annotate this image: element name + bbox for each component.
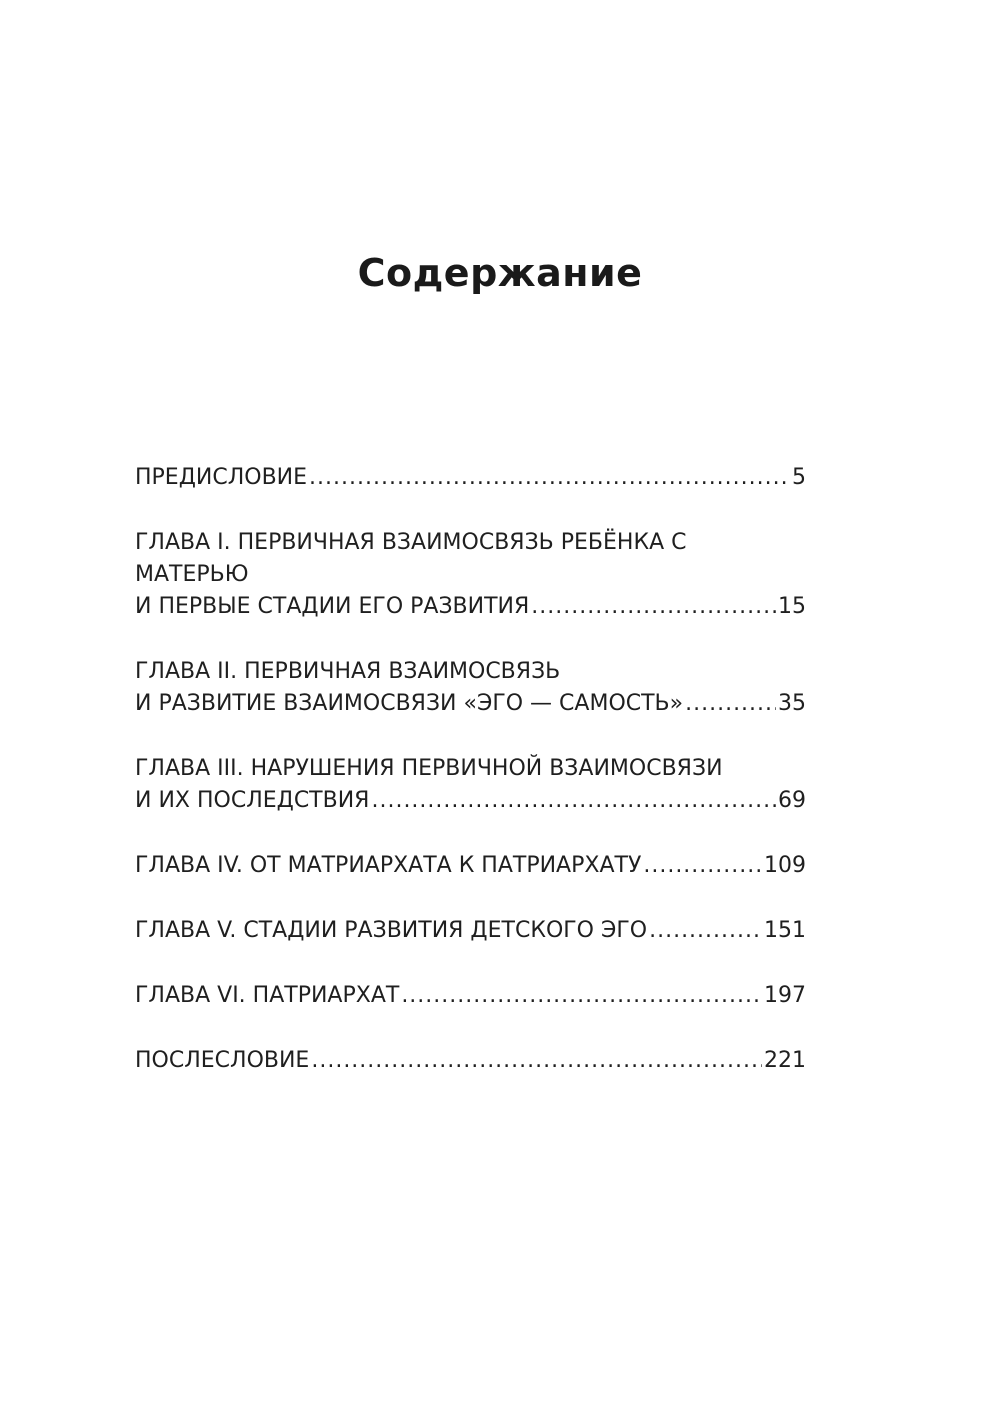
- toc-line: [135, 785, 806, 817]
- toc-entry-chapter-4[interactable]: [135, 850, 806, 882]
- dot-leader: [401, 980, 762, 1012]
- toc-line: [135, 688, 806, 720]
- toc-page-number: 221: [764, 1048, 806, 1073]
- dot-leader: [311, 1045, 762, 1077]
- dot-leader: [643, 850, 762, 882]
- table-of-contents: [135, 462, 806, 1110]
- toc-entry-chapter-3[interactable]: [135, 753, 806, 817]
- toc-entry-title: ГЛАВА VI. ПАТРИАРХАТ: [135, 983, 400, 1008]
- toc-entry-title-line: ГЛАВА III. НАРУШЕНИЯ ПЕРВИЧНОЙ ВЗАИМОСВЯЗИ: [135, 756, 723, 781]
- dot-leader: [649, 915, 762, 947]
- toc-entry-title: ГЛАВА IV. ОТ МАТРИАРХАТА К ПАТРИАРХАТУ: [135, 853, 642, 878]
- dot-leader: [531, 591, 776, 623]
- toc-line: [135, 915, 806, 947]
- dot-leader: [685, 688, 776, 720]
- toc-entry-chapter-5[interactable]: [135, 915, 806, 947]
- toc-entry-title-line: И ПЕРВЫЕ СТАДИИ ЕГО РАЗВИТИЯ: [135, 594, 530, 619]
- toc-page-number: 197: [764, 983, 806, 1008]
- toc-entry-title-line: ГЛАВА I. ПЕРВИЧНАЯ ВЗАИМОСВЯЗЬ РЕБЁНКА С МАТЕРЬЮ: [135, 530, 687, 587]
- toc-page-number: 151: [764, 918, 806, 943]
- toc-page-number: 15: [778, 594, 806, 619]
- toc-entry-title-line: И РАЗВИТИЕ ВЗАИМОСВЯЗИ «ЭГО — САМОСТЬ»: [135, 691, 684, 716]
- toc-entry-chapter-1[interactable]: [135, 527, 806, 623]
- toc-entry-title-line: ГЛАВА II. ПЕРВИЧНАЯ ВЗАИМОСВЯЗЬ: [135, 659, 561, 684]
- page-title: Содержание: [357, 251, 643, 296]
- toc-page-number: 69: [778, 788, 806, 813]
- toc-entry-chapter-6[interactable]: [135, 980, 806, 1012]
- toc-line: [135, 462, 806, 494]
- toc-line: [135, 591, 806, 623]
- toc-page-number: 109: [764, 853, 806, 878]
- toc-line: [135, 1045, 806, 1077]
- toc-entry-title: ГЛАВА V. СТАДИИ РАЗВИТИЯ ДЕТСКОГО ЭГО: [135, 918, 648, 943]
- toc-page-number: 5: [792, 465, 806, 490]
- toc-entry-chapter-2[interactable]: [135, 656, 806, 720]
- toc-line: [135, 980, 806, 1012]
- dot-leader: [309, 462, 790, 494]
- toc-line: [135, 850, 806, 882]
- toc-entry-preface[interactable]: [135, 462, 806, 494]
- dot-leader: [371, 785, 776, 817]
- toc-page-number: 35: [778, 691, 806, 716]
- toc-entry-afterword[interactable]: [135, 1045, 806, 1077]
- toc-entry-title: ПРЕДИСЛОВИЕ: [135, 465, 308, 490]
- toc-entry-title: ПОСЛЕСЛОВИЕ: [135, 1048, 310, 1073]
- toc-entry-title-line: И ИХ ПОСЛЕДСТВИЯ: [135, 788, 370, 813]
